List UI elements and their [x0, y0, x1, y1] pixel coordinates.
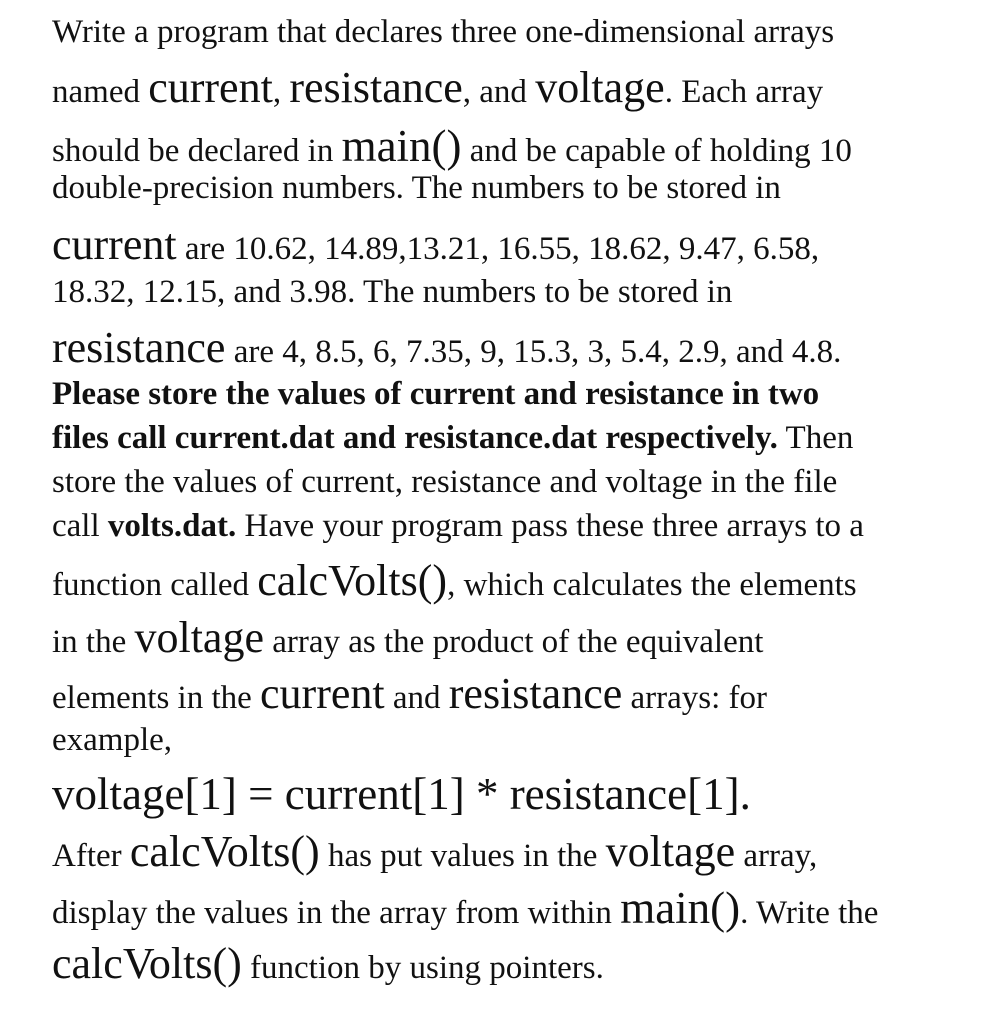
text-run: and — [384, 680, 449, 716]
code-term-current: current — [260, 669, 385, 718]
text-line-13 — [52, 612, 763, 663]
text-run: are 4, 8.5, 6, 7.35, 9, 15.3, 3, 5.4, 2.9, and 4.8. — [225, 334, 842, 370]
bold-instruction: files call current.dat and resistance.dat respectively. — [52, 420, 778, 456]
text-run: are 10.62, 14.89,13.21, 16.55, 18.62, 9.47, 6.58, — [176, 231, 820, 267]
text-line-18 — [52, 882, 878, 934]
text-run: elements in the — [52, 680, 261, 716]
code-term-voltage: voltage — [535, 63, 665, 112]
text-line-7 — [52, 322, 841, 373]
text-line-17 — [52, 826, 817, 877]
text-run: , and — [462, 74, 536, 110]
text-run: Write a program that declares three one-dimensional arrays — [52, 14, 835, 50]
text-line-9 — [52, 420, 853, 457]
text-run: Have your program pass these three arrays to a — [236, 508, 864, 544]
text-run: display the values in the array from within — [52, 895, 621, 931]
text-line-1 — [52, 14, 834, 51]
text-run: double-precision numbers. The numbers to be stored in — [52, 170, 781, 206]
code-term-current: current — [148, 63, 273, 112]
text-line-3 — [52, 120, 852, 172]
bold-filename: volts.dat. — [107, 508, 237, 544]
text-line-8 — [52, 376, 819, 413]
text-run: arrays: for — [622, 680, 768, 716]
text-line-14 — [52, 668, 767, 719]
text-line-11 — [52, 508, 864, 545]
code-term-calcvolts: calcVolts() — [129, 827, 320, 876]
formula-text: voltage[1] = current[1] * resistance[1]. — [52, 769, 751, 819]
text-line-2 — [52, 62, 823, 113]
text-run: call — [52, 508, 108, 544]
code-term-resistance: resistance — [52, 323, 226, 372]
text-run: function called — [52, 567, 258, 603]
text-run: in the — [52, 624, 135, 660]
text-run: 18.32, 12.15, and 3.98. The numbers to be stored in — [52, 274, 733, 310]
text-run: After — [52, 838, 130, 874]
text-line-15 — [52, 722, 172, 759]
code-term-current: current — [52, 220, 177, 269]
code-term-voltage: voltage — [134, 613, 264, 662]
text-run: and be capable of holding 10 — [461, 133, 852, 169]
text-run: array, — [735, 838, 818, 874]
text-run: . Write the — [740, 895, 879, 931]
bold-instruction: Please store the values of current and resistance in two — [52, 376, 820, 412]
code-term-main: main() — [341, 121, 462, 171]
text-run: . Each array — [664, 74, 824, 110]
text-run: has put values in the — [319, 838, 606, 874]
text-line-5 — [52, 219, 819, 270]
code-term-calcvolts: calcVolts() — [257, 556, 448, 605]
code-term-resistance: resistance — [289, 63, 463, 112]
text-run: named — [52, 74, 149, 110]
text-line-6 — [52, 274, 732, 311]
text-line-10 — [52, 464, 837, 501]
code-term-voltage: voltage — [605, 827, 736, 876]
text-line-4 — [52, 170, 781, 207]
text-run: example, — [52, 722, 173, 758]
code-term-calcvolts: calcVolts() — [52, 939, 242, 988]
text-run: store the values of current, resistance and voltage in the file — [52, 464, 838, 500]
formula-example — [52, 768, 751, 820]
text-run: function by using pointers. — [241, 950, 604, 986]
text-run: , — [272, 74, 290, 110]
text-run: should be declared in — [52, 133, 342, 169]
text-run: array as the product of the equivalent — [264, 624, 764, 660]
text-run: , which calculates the elements — [447, 567, 857, 603]
text-run: Then — [777, 420, 854, 456]
code-term-main: main() — [620, 883, 741, 933]
text-line-12 — [52, 555, 857, 606]
text-line-19 — [52, 938, 604, 989]
code-term-resistance: resistance — [448, 669, 623, 718]
